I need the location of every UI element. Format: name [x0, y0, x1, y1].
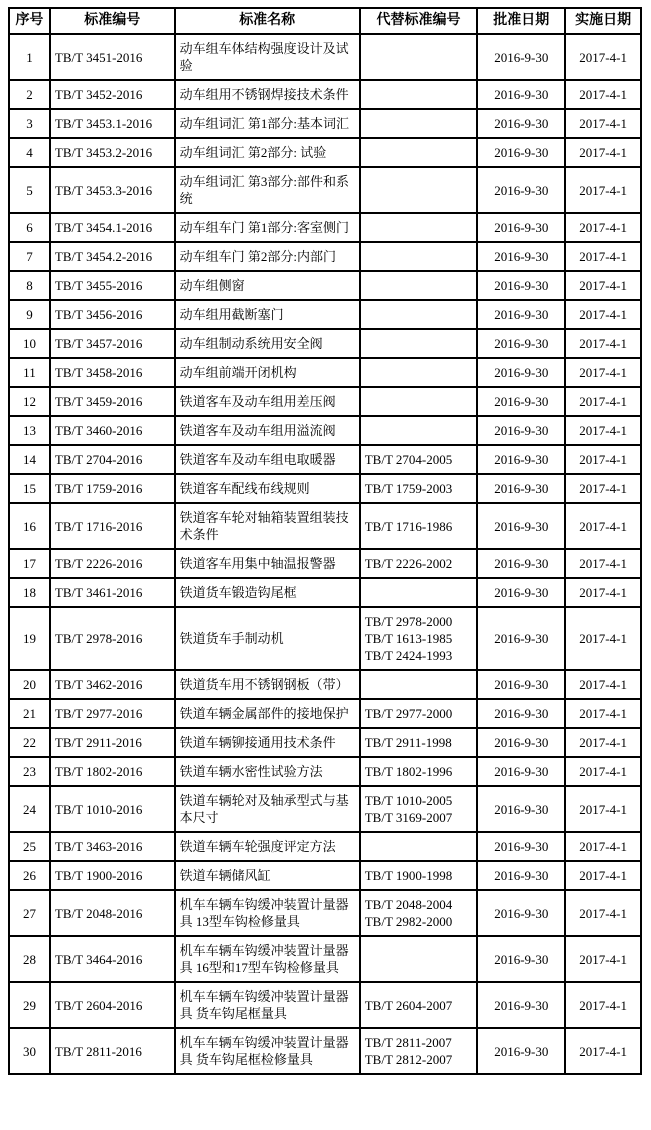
- cell-standard-code: TB/T 3456-2016: [50, 300, 175, 329]
- cell-replaced-codes: [360, 34, 478, 80]
- table-row: [9, 1028, 641, 1074]
- cell-standard-code: TB/T 2604-2016: [50, 982, 175, 1028]
- cell-standard-name: 铁道客车及动车组用差压阀: [175, 387, 360, 416]
- cell-replaced-codes: [360, 445, 478, 474]
- cell-standard-code: TB/T 1802-2016: [50, 757, 175, 786]
- cell-seq-no: 8: [9, 271, 50, 300]
- cell-approval-date: 2016-9-30: [477, 387, 565, 416]
- cell-replaced-codes: [360, 982, 478, 1028]
- cell-standard-name: 铁道货车用不锈钢钢板（带）: [175, 670, 360, 699]
- cell-approval-date: 2016-9-30: [477, 503, 565, 549]
- cell-replaced-codes: [360, 358, 478, 387]
- cell-approval-date: 2016-9-30: [477, 670, 565, 699]
- cell-standard-name: 动车组侧窗: [175, 271, 360, 300]
- cell-seq-no: 12: [9, 387, 50, 416]
- cell-approval-date: 2016-9-30: [477, 300, 565, 329]
- replaced-code-line: TB/T 2978-2000: [364, 614, 453, 629]
- cell-implement-date: 2017-4-1: [565, 607, 641, 670]
- cell-standard-code: TB/T 3462-2016: [50, 670, 175, 699]
- table-row: [9, 832, 641, 861]
- cell-seq-no: 15: [9, 474, 50, 503]
- cell-replaced-codes: [360, 578, 478, 607]
- cell-implement-date: 2017-4-1: [565, 329, 641, 358]
- cell-approval-date: 2016-9-30: [477, 578, 565, 607]
- cell-implement-date: 2017-4-1: [565, 699, 641, 728]
- cell-seq-no: 22: [9, 728, 50, 757]
- cell-seq-no: 2: [9, 80, 50, 109]
- cell-standard-code: TB/T 1759-2016: [50, 474, 175, 503]
- replaced-code-line: TB/T 2226-2002: [364, 556, 453, 571]
- cell-approval-date: 2016-9-30: [477, 728, 565, 757]
- cell-implement-date: 2017-4-1: [565, 1028, 641, 1074]
- cell-standard-name: 机车车辆车钩缓冲装置计量器具 货车钩尾框量具: [175, 982, 360, 1028]
- cell-standard-name: 动车组前端开闭机构: [175, 358, 360, 387]
- table-row: [9, 387, 641, 416]
- cell-approval-date: 2016-9-30: [477, 832, 565, 861]
- cell-implement-date: 2017-4-1: [565, 109, 641, 138]
- col-header-seq-no: 序号: [9, 8, 50, 34]
- cell-replaced-codes: [360, 167, 478, 213]
- cell-standard-name: 机车车辆车钩缓冲装置计量器具 16型和17型车钩检修量具: [175, 936, 360, 982]
- cell-approval-date: 2016-9-30: [477, 271, 565, 300]
- cell-standard-code: TB/T 3464-2016: [50, 936, 175, 982]
- cell-standard-code: TB/T 3459-2016: [50, 387, 175, 416]
- cell-standard-name: 铁道车辆铆接通用技术条件: [175, 728, 360, 757]
- cell-seq-no: 23: [9, 757, 50, 786]
- standards-table: [8, 7, 642, 1075]
- cell-seq-no: 24: [9, 786, 50, 832]
- table-row: [9, 503, 641, 549]
- table-header-row: [9, 8, 641, 34]
- cell-seq-no: 5: [9, 167, 50, 213]
- cell-approval-date: 2016-9-30: [477, 861, 565, 890]
- cell-implement-date: 2017-4-1: [565, 474, 641, 503]
- cell-implement-date: 2017-4-1: [565, 271, 641, 300]
- table-row: [9, 861, 641, 890]
- cell-replaced-codes: [360, 387, 478, 416]
- cell-standard-code: TB/T 3461-2016: [50, 578, 175, 607]
- cell-seq-no: 14: [9, 445, 50, 474]
- table-row: [9, 300, 641, 329]
- table-row: [9, 936, 641, 982]
- cell-seq-no: 19: [9, 607, 50, 670]
- table-row: [9, 271, 641, 300]
- cell-standard-name: 动车组用不锈钢焊接技术条件: [175, 80, 360, 109]
- cell-approval-date: 2016-9-30: [477, 474, 565, 503]
- cell-approval-date: 2016-9-30: [477, 786, 565, 832]
- cell-seq-no: 25: [9, 832, 50, 861]
- cell-implement-date: 2017-4-1: [565, 34, 641, 80]
- cell-approval-date: 2016-9-30: [477, 982, 565, 1028]
- cell-replaced-codes: [360, 549, 478, 578]
- cell-approval-date: 2016-9-30: [477, 34, 565, 80]
- cell-seq-no: 3: [9, 109, 50, 138]
- cell-replaced-codes: [360, 832, 478, 861]
- cell-replaced-codes: [360, 138, 478, 167]
- cell-replaced-codes: [360, 416, 478, 445]
- cell-standard-name: 铁道车辆轮对及轴承型式与基本尺寸: [175, 786, 360, 832]
- cell-standard-code: TB/T 3453.2-2016: [50, 138, 175, 167]
- cell-seq-no: 29: [9, 982, 50, 1028]
- cell-replaced-codes: [360, 936, 478, 982]
- cell-implement-date: 2017-4-1: [565, 358, 641, 387]
- replaced-code-line: TB/T 2811-2007: [364, 1035, 452, 1050]
- cell-standard-name: 动车组车门 第2部分:内部门: [175, 242, 360, 271]
- replaced-code-line: TB/T 1759-2003: [364, 481, 453, 496]
- replaced-code-line: TB/T 1716-1986: [364, 518, 453, 534]
- cell-seq-no: 1: [9, 34, 50, 80]
- cell-implement-date: 2017-4-1: [565, 982, 641, 1028]
- cell-approval-date: 2016-9-30: [477, 1028, 565, 1074]
- table-row: [9, 757, 641, 786]
- cell-replaced-codes: [360, 861, 478, 890]
- cell-implement-date: 2017-4-1: [565, 138, 641, 167]
- cell-standard-name: 铁道货车锻造钩尾框: [175, 578, 360, 607]
- cell-implement-date: 2017-4-1: [565, 549, 641, 578]
- cell-seq-no: 9: [9, 300, 50, 329]
- cell-replaced-codes: [360, 242, 478, 271]
- table-row: [9, 445, 641, 474]
- table-row: [9, 329, 641, 358]
- cell-approval-date: 2016-9-30: [477, 109, 565, 138]
- cell-standard-code: TB/T 3454.2-2016: [50, 242, 175, 271]
- cell-standard-code: TB/T 3463-2016: [50, 832, 175, 861]
- cell-replaced-codes: [360, 300, 478, 329]
- cell-standard-name: 铁道货车手制动机: [175, 607, 360, 670]
- cell-implement-date: 2017-4-1: [565, 300, 641, 329]
- cell-approval-date: 2016-9-30: [477, 138, 565, 167]
- cell-standard-name: 动车组词汇 第1部分:基本词汇: [175, 109, 360, 138]
- cell-standard-name: 铁道车辆车轮强度评定方法: [175, 832, 360, 861]
- cell-replaced-codes: [360, 786, 478, 832]
- cell-approval-date: 2016-9-30: [477, 549, 565, 578]
- cell-approval-date: 2016-9-30: [477, 329, 565, 358]
- cell-replaced-codes: [360, 757, 478, 786]
- cell-standard-code: TB/T 3457-2016: [50, 329, 175, 358]
- cell-implement-date: 2017-4-1: [565, 387, 641, 416]
- replaced-code-line: TB/T 2424-1993: [364, 648, 453, 663]
- cell-implement-date: 2017-4-1: [565, 786, 641, 832]
- cell-seq-no: 27: [9, 890, 50, 936]
- cell-seq-no: 18: [9, 578, 50, 607]
- cell-standard-name: 铁道客车轮对轴箱装置组装技术条件: [175, 503, 360, 549]
- replaced-code-line: TB/T 2604-2007: [364, 997, 453, 1013]
- replaced-code-line: TB/T 1802-1996: [364, 764, 453, 779]
- cell-implement-date: 2017-4-1: [565, 242, 641, 271]
- table-row: [9, 416, 641, 445]
- cell-replaced-codes: [360, 109, 478, 138]
- cell-seq-no: 28: [9, 936, 50, 982]
- cell-standard-name: 铁道车辆金属部件的接地保护: [175, 699, 360, 728]
- col-header-implement-date: 实施日期: [565, 8, 641, 34]
- cell-standard-name: 动车组车门 第1部分:客室侧门: [175, 213, 360, 242]
- cell-replaced-codes: [360, 728, 478, 757]
- cell-seq-no: 26: [9, 861, 50, 890]
- replaced-code-line: TB/T 2911-1998: [364, 735, 452, 750]
- cell-standard-code: TB/T 3458-2016: [50, 358, 175, 387]
- table-row: [9, 670, 641, 699]
- cell-replaced-codes: [360, 503, 478, 549]
- table-row: [9, 728, 641, 757]
- table-row: [9, 167, 641, 213]
- cell-standard-name: 动车组车体结构强度设计及试验: [175, 34, 360, 80]
- table-row: [9, 34, 641, 80]
- cell-replaced-codes: [360, 213, 478, 242]
- cell-standard-code: TB/T 2911-2016: [50, 728, 175, 757]
- cell-standard-name: 机车车辆车钩缓冲装置计量器具 货车钩尾框检修量具: [175, 1028, 360, 1074]
- cell-replaced-codes: [360, 670, 478, 699]
- cell-standard-code: TB/T 2811-2016: [50, 1028, 175, 1074]
- cell-replaced-codes: [360, 271, 478, 300]
- replaced-code-line: TB/T 2704-2005: [364, 452, 453, 467]
- cell-standard-name: 铁道客车用集中轴温报警器: [175, 549, 360, 578]
- cell-seq-no: 16: [9, 503, 50, 549]
- cell-implement-date: 2017-4-1: [565, 832, 641, 861]
- cell-standard-name: 动车组词汇 第2部分: 试验: [175, 138, 360, 167]
- cell-replaced-codes: [360, 474, 478, 503]
- cell-standard-code: TB/T 2704-2016: [50, 445, 175, 474]
- cell-replaced-codes: [360, 329, 478, 358]
- cell-standard-code: TB/T 1716-2016: [50, 503, 175, 549]
- cell-approval-date: 2016-9-30: [477, 607, 565, 670]
- cell-implement-date: 2017-4-1: [565, 80, 641, 109]
- cell-approval-date: 2016-9-30: [477, 757, 565, 786]
- cell-approval-date: 2016-9-30: [477, 358, 565, 387]
- cell-approval-date: 2016-9-30: [477, 80, 565, 109]
- table-row: [9, 213, 641, 242]
- cell-standard-name: 铁道客车配线布线规则: [175, 474, 360, 503]
- cell-standard-name: 动车组词汇 第3部分:部件和系统: [175, 167, 360, 213]
- cell-approval-date: 2016-9-30: [477, 936, 565, 982]
- replaced-code-line: TB/T 2982-2000: [364, 914, 453, 929]
- replaced-code-line: TB/T 2977-2000: [364, 706, 453, 721]
- cell-implement-date: 2017-4-1: [565, 578, 641, 607]
- cell-standard-code: TB/T 3453.3-2016: [50, 167, 175, 213]
- cell-approval-date: 2016-9-30: [477, 167, 565, 213]
- table-row: [9, 358, 641, 387]
- table-row: [9, 109, 641, 138]
- cell-approval-date: 2016-9-30: [477, 242, 565, 271]
- cell-standard-code: TB/T 2048-2016: [50, 890, 175, 936]
- col-header-replaced-code: 代替标准编号: [360, 8, 478, 34]
- cell-standard-name: 铁道客车及动车组用溢流阀: [175, 416, 360, 445]
- cell-implement-date: 2017-4-1: [565, 167, 641, 213]
- cell-seq-no: 17: [9, 549, 50, 578]
- table-row: [9, 699, 641, 728]
- cell-seq-no: 20: [9, 670, 50, 699]
- table-row: [9, 890, 641, 936]
- cell-standard-name: 铁道车辆储风缸: [175, 861, 360, 890]
- cell-implement-date: 2017-4-1: [565, 861, 641, 890]
- cell-replaced-codes: [360, 607, 478, 670]
- standards-table-body: [9, 34, 641, 1074]
- cell-standard-code: TB/T 3453.1-2016: [50, 109, 175, 138]
- replaced-code-line: TB/T 2048-2004: [364, 897, 453, 912]
- table-row: [9, 138, 641, 167]
- table-row: [9, 474, 641, 503]
- table-row: [9, 786, 641, 832]
- cell-standard-code: TB/T 3460-2016: [50, 416, 175, 445]
- table-row: [9, 578, 641, 607]
- table-row: [9, 80, 641, 109]
- replaced-code-line: TB/T 3169-2007: [364, 810, 453, 825]
- cell-seq-no: 7: [9, 242, 50, 271]
- cell-implement-date: 2017-4-1: [565, 890, 641, 936]
- cell-standard-code: TB/T 3452-2016: [50, 80, 175, 109]
- cell-implement-date: 2017-4-1: [565, 757, 641, 786]
- cell-implement-date: 2017-4-1: [565, 503, 641, 549]
- cell-seq-no: 4: [9, 138, 50, 167]
- col-header-approval-date: 批准日期: [477, 8, 565, 34]
- cell-standard-name: 铁道车辆水密性试验方法: [175, 757, 360, 786]
- cell-implement-date: 2017-4-1: [565, 213, 641, 242]
- replaced-code-line: TB/T 2812-2007: [364, 1052, 453, 1067]
- cell-seq-no: 21: [9, 699, 50, 728]
- cell-approval-date: 2016-9-30: [477, 213, 565, 242]
- cell-approval-date: 2016-9-30: [477, 890, 565, 936]
- col-header-standard-name: 标准名称: [175, 8, 360, 34]
- cell-implement-date: 2017-4-1: [565, 445, 641, 474]
- cell-standard-code: TB/T 3451-2016: [50, 34, 175, 80]
- replaced-code-line: TB/T 1010-2005: [364, 793, 453, 808]
- cell-implement-date: 2017-4-1: [565, 936, 641, 982]
- cell-standard-name: 机车车辆车钩缓冲装置计量器具 13型车钩检修量具: [175, 890, 360, 936]
- col-header-standard-code: 标准编号: [50, 8, 175, 34]
- cell-standard-name: 动车组用截断塞门: [175, 300, 360, 329]
- cell-seq-no: 13: [9, 416, 50, 445]
- cell-standard-code: TB/T 2978-2016: [50, 607, 175, 670]
- table-row: [9, 242, 641, 271]
- table-row: [9, 549, 641, 578]
- cell-seq-no: 11: [9, 358, 50, 387]
- table-row: [9, 607, 641, 670]
- cell-replaced-codes: [360, 890, 478, 936]
- cell-standard-code: TB/T 2226-2016: [50, 549, 175, 578]
- cell-replaced-codes: [360, 80, 478, 109]
- cell-standard-code: TB/T 2977-2016: [50, 699, 175, 728]
- cell-standard-code: TB/T 3455-2016: [50, 271, 175, 300]
- cell-implement-date: 2017-4-1: [565, 728, 641, 757]
- cell-seq-no: 10: [9, 329, 50, 358]
- replaced-code-line: TB/T 1613-1985: [364, 631, 453, 646]
- cell-seq-no: 30: [9, 1028, 50, 1074]
- cell-implement-date: 2017-4-1: [565, 670, 641, 699]
- table-row: [9, 982, 641, 1028]
- cell-approval-date: 2016-9-30: [477, 416, 565, 445]
- cell-standard-code: TB/T 3454.1-2016: [50, 213, 175, 242]
- cell-replaced-codes: [360, 1028, 478, 1074]
- cell-replaced-codes: [360, 699, 478, 728]
- cell-standard-code: TB/T 1900-2016: [50, 861, 175, 890]
- cell-implement-date: 2017-4-1: [565, 416, 641, 445]
- cell-seq-no: 6: [9, 213, 50, 242]
- cell-standard-name: 动车组制动系统用安全阀: [175, 329, 360, 358]
- cell-standard-code: TB/T 1010-2016: [50, 786, 175, 832]
- replaced-code-line: TB/T 1900-1998: [364, 868, 453, 883]
- cell-approval-date: 2016-9-30: [477, 445, 565, 474]
- cell-approval-date: 2016-9-30: [477, 699, 565, 728]
- cell-standard-name: 铁道客车及动车组电取暖器: [175, 445, 360, 474]
